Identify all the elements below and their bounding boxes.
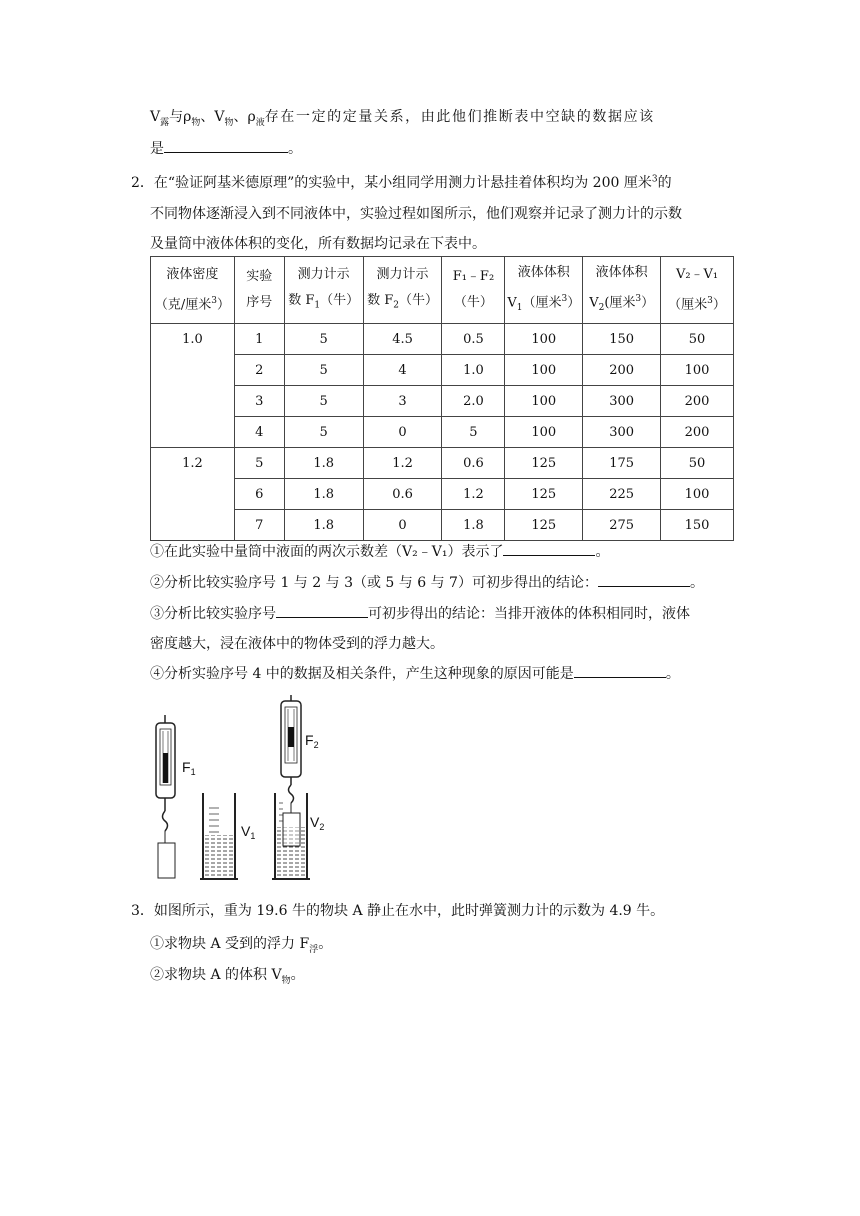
table-cell: 0.6 xyxy=(363,479,442,510)
text: 。 xyxy=(689,575,704,591)
table-body xyxy=(151,324,734,541)
table-cell: 5 xyxy=(442,417,505,448)
table-cell: 0.5 xyxy=(442,324,505,355)
table-cell: 300 xyxy=(583,417,661,448)
table-cell: 2.0 xyxy=(442,386,505,417)
q1-tail-line2 xyxy=(150,138,302,158)
table-cell: 5 xyxy=(284,386,363,417)
answer-blank[interactable] xyxy=(164,138,288,153)
table-cell: 225 xyxy=(583,479,661,510)
q2-line3 xyxy=(150,233,486,253)
subscript: 物 xyxy=(224,117,234,128)
table-cell: 125 xyxy=(505,448,583,479)
subscript: 物 xyxy=(191,117,201,128)
text: 不同物体逐渐浸入到不同液体中，实验过程如图所示，他们观察并记录了测力计的示数 xyxy=(150,206,682,222)
table-cell: 0 xyxy=(363,510,442,541)
table-row xyxy=(151,324,734,355)
answer-blank[interactable] xyxy=(276,603,368,618)
q2-sub3 xyxy=(150,603,690,623)
table-cell: 5 xyxy=(284,417,363,448)
table-cell: 150 xyxy=(661,510,734,541)
experiment-figure xyxy=(145,693,345,885)
text: 、V xyxy=(200,109,225,125)
table-row xyxy=(151,386,734,417)
table-cell: 2 xyxy=(234,355,284,386)
q3-line1 xyxy=(131,900,664,920)
text: ②求物块 A 的体积 V xyxy=(150,967,282,983)
table-cell: 0 xyxy=(363,417,442,448)
table-row xyxy=(151,510,734,541)
density-cell: 1.2 xyxy=(151,448,235,541)
text: 与ρ xyxy=(169,109,192,125)
q2-sub2 xyxy=(150,572,704,592)
table-header-row xyxy=(151,257,734,324)
q3-sub1 xyxy=(150,933,332,955)
table-cell: 1.2 xyxy=(363,448,442,479)
q2-sub4 xyxy=(150,663,680,683)
text: 、ρ xyxy=(233,109,256,125)
table-row xyxy=(151,448,734,479)
table-cell: 200 xyxy=(661,386,734,417)
header-v2: 液体体积 $V_2$(厘米$^3$） xyxy=(583,257,661,324)
text: 可初步得出的结论：当排开液体的体积相同时，液体 xyxy=(368,606,690,622)
q2-line1 xyxy=(131,172,672,192)
table-cell: 100 xyxy=(661,355,734,386)
table-cell: 100 xyxy=(505,386,583,417)
data-table xyxy=(150,256,734,541)
table-cell: 1.8 xyxy=(284,448,363,479)
table-cell: 50 xyxy=(661,448,734,479)
text: 在“验证阿基米德原理”的实验中，某小组同学用测力计悬挂着体积均为 200 厘米 xyxy=(153,175,652,191)
table-cell: 150 xyxy=(583,324,661,355)
table-cell: 100 xyxy=(505,417,583,448)
table-cell: 4 xyxy=(234,417,284,448)
table-cell: 5 xyxy=(284,355,363,386)
table-cell: 4 xyxy=(363,355,442,386)
text: 是 xyxy=(150,141,164,157)
table-row xyxy=(151,479,734,510)
table-cell: 1.8 xyxy=(442,510,505,541)
table-cell: 175 xyxy=(583,448,661,479)
label-f2: $F_2$ xyxy=(305,732,319,750)
header-v-diff: V₂﹣V₁ （厘米$^3$） xyxy=(661,257,734,324)
text: ③分析比较实验序号 xyxy=(150,606,276,622)
graduated-cylinder-1 xyxy=(200,793,238,879)
header-seq: 实验 序号 xyxy=(234,257,284,324)
table-cell: 1.8 xyxy=(284,510,363,541)
question-number: 3． xyxy=(131,903,154,919)
table-cell: 1 xyxy=(234,324,284,355)
question-number: 2． xyxy=(131,175,154,191)
label-v2: $V_2$ xyxy=(310,814,325,832)
subscript: 物 xyxy=(281,975,291,986)
subscript: 露 xyxy=(160,117,170,128)
label-v1: $V_1$ xyxy=(241,823,256,841)
table-cell: 3 xyxy=(363,386,442,417)
table-cell: 1.8 xyxy=(284,479,363,510)
label-f1: $F_1$ xyxy=(182,759,196,777)
q1-tail-line1 xyxy=(150,106,655,128)
answer-blank[interactable] xyxy=(574,663,666,678)
text: 。 xyxy=(595,544,610,560)
table-cell: 125 xyxy=(505,479,583,510)
subscript: 液 xyxy=(255,117,265,128)
text: 及量筒中液体体积的变化，所有数据均记录在下表中。 xyxy=(150,236,486,252)
text: 的 xyxy=(657,175,672,191)
text: V xyxy=(150,109,161,125)
answer-blank[interactable] xyxy=(503,541,595,556)
text: 。 xyxy=(318,936,333,952)
table-cell: 0.6 xyxy=(442,448,505,479)
header-v1: 液体体积 $V_1$（厘米$^3$） xyxy=(505,257,583,324)
density-cell: 1.0 xyxy=(151,324,235,448)
text: 。 xyxy=(288,141,302,157)
table-cell: 100 xyxy=(505,355,583,386)
table-cell: 4.5 xyxy=(363,324,442,355)
header-f1: 测力计示 数 $F_1$（牛） xyxy=(284,257,363,324)
text: ④分析实验序号 4 中的数据及相关条件，产生这种现象的原因可能是 xyxy=(150,666,574,682)
text: ②分析比较实验序号 1 与 2 与 3（或 5 与 6 与 7）可初步得出的结论： xyxy=(150,575,598,591)
header-density: 液体密度 （克/厘米$^3$） xyxy=(151,257,235,324)
table-cell: 100 xyxy=(661,479,734,510)
subscript: 浮 xyxy=(309,944,319,955)
superscript: 3 xyxy=(651,174,658,185)
answer-blank[interactable] xyxy=(598,572,690,587)
table-cell: 5 xyxy=(234,448,284,479)
text: ①求物块 A 受到的浮力 F xyxy=(150,936,310,952)
table-cell: 3 xyxy=(234,386,284,417)
spring-scale-1 xyxy=(156,715,175,878)
table-cell: 1.0 xyxy=(442,355,505,386)
table-cell: 200 xyxy=(661,417,734,448)
table-cell: 5 xyxy=(284,324,363,355)
text: ①在此实验中量筒中液面的两次示数差（V₂﹣V₁）表示了 xyxy=(150,544,504,560)
q2-line2 xyxy=(150,203,682,223)
q2-sub1 xyxy=(150,541,609,561)
text: 密度越大，浸在液体中的物体受到的浮力越大。 xyxy=(150,636,444,652)
q3-sub2 xyxy=(150,964,305,986)
text: 。 xyxy=(665,666,680,682)
q2-sub3-line2 xyxy=(150,633,444,653)
table-cell: 275 xyxy=(583,510,661,541)
text: 。 xyxy=(290,967,305,983)
text: 如图所示，重为 19.6 牛的物块 A 静止在水中，此时弹簧测力计的示数为 4.9 牛。 xyxy=(153,903,665,919)
table-row xyxy=(151,417,734,448)
table-cell: 300 xyxy=(583,386,661,417)
header-f2: 测力计示 数 $F_2$（牛） xyxy=(363,257,442,324)
table-cell: 6 xyxy=(234,479,284,510)
table-cell: 125 xyxy=(505,510,583,541)
table-cell: 7 xyxy=(234,510,284,541)
text: 存在一定的定量关系，由此他们推断表中空缺的数据应该 xyxy=(264,109,655,125)
table-cell: 100 xyxy=(505,324,583,355)
table-cell: 1.2 xyxy=(442,479,505,510)
table-cell: 50 xyxy=(661,324,734,355)
table-cell: 200 xyxy=(583,355,661,386)
table-row xyxy=(151,355,734,386)
header-f-diff: F₁﹣F₂ （牛） xyxy=(442,257,505,324)
